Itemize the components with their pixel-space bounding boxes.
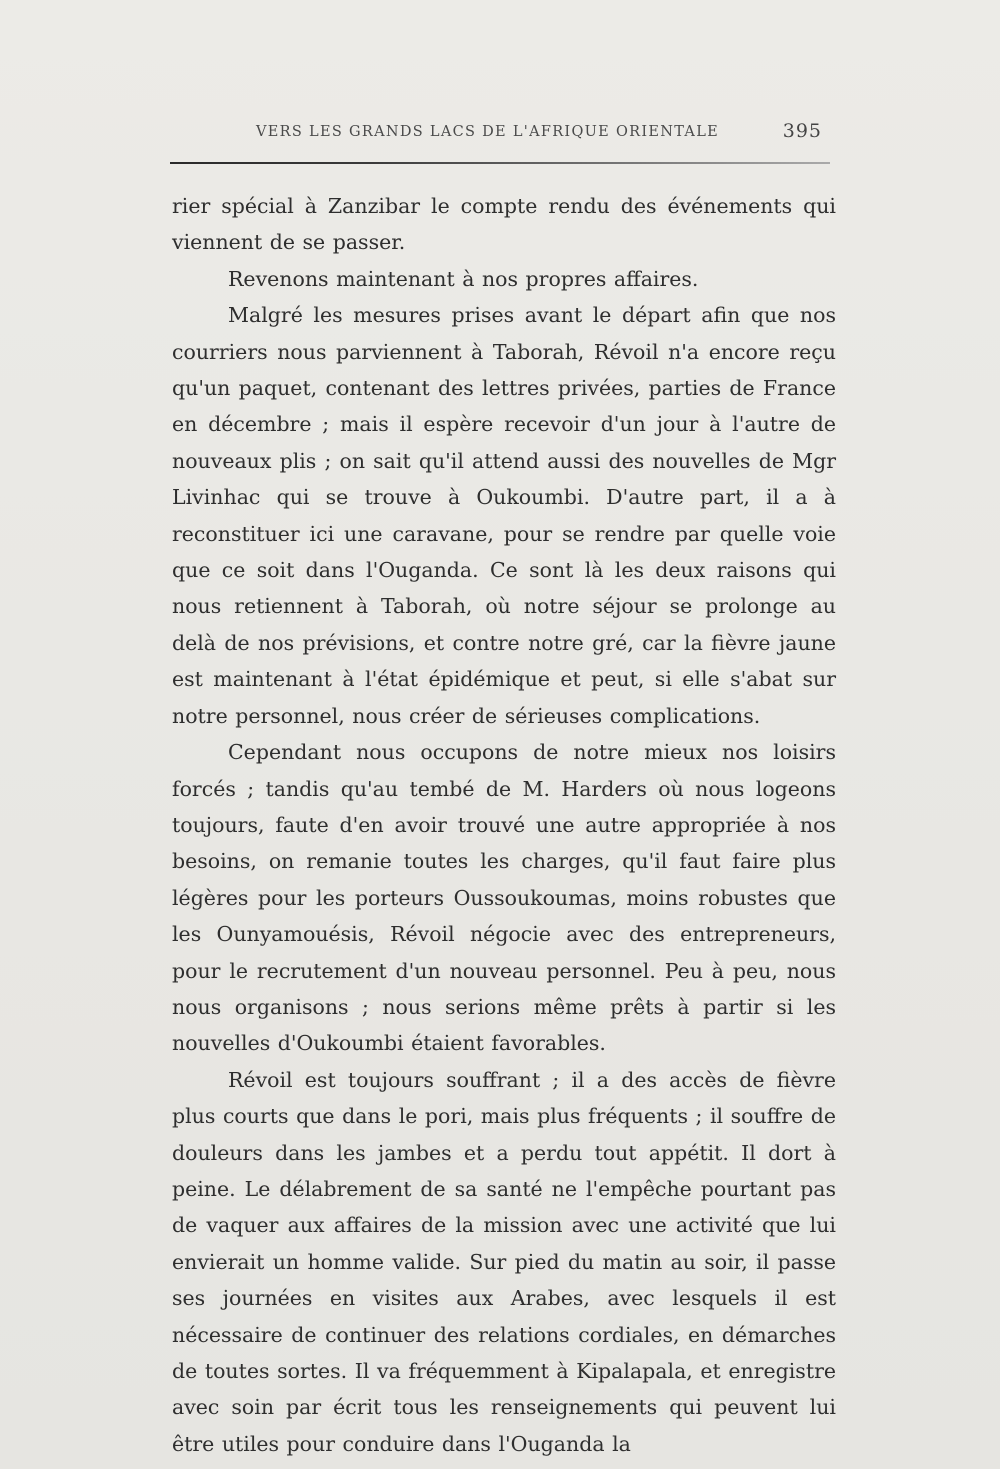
running-head — [170, 118, 830, 148]
header-rule — [170, 162, 830, 164]
running-title: VERS LES GRANDS LACS DE L'AFRIQUE ORIENTALE — [256, 124, 720, 140]
body-text — [172, 188, 836, 1462]
paragraph: Révoil est toujours souffrant ; il a des accès de fièvre plus courts que dans le pori, mais plus fréquents ; il souffre de douleurs dans les jambes et a perdu tout appétit. Il dort à peine. Le délabrement de sa santé ne l'empêche pourtant pas de vaquer aux affaires de la mission avec une activité que lui envierait un homme valide. Sur pied du matin au soir, il passe ses journées en visites aux Arabes, avec lesquels il est nécessaire de continuer des relations cordiales, en démarches de toutes sortes. Il va fréquemment à Kipalapala, et enregistre avec soin par écrit tous les renseignements qui peuvent lui être utiles pour conduire dans l'Ouganda la — [172, 1067, 836, 1456]
paragraph: Malgré les mesures prises avant le départ afin que nos courriers nous parviennent à Taborah, Révoil n'a encore reçu qu'un paquet, contenant des lettres privées, parties de France en décembre ; mais il espère recevoir d'un jour à l'autre de nouveaux plis ; on sait qu'il attend aussi des nouvelles de Mgr Livinhac qui se trouve à Oukoumbi. D'autre part, il a à reconstituer ici une caravane, pour se rendre par quelle voie que ce soit dans l'Ouganda. Ce sont là les deux raisons qui nous retiennent à Taborah, où notre séjour se prolonge au delà de nos prévisions, et contre notre gré, car la fièvre jaune est maintenant à l'état épidémique et peut, si elle s'abat sur notre personnel, nous créer de sérieuses complications. — [172, 303, 836, 728]
paragraph: Cependant nous occupons de notre mieux nos loisirs forcés ; tandis qu'au tembé de M. Harders où nous logeons toujours, faute d'en avoir trouvé une autre appropriée à nos besoins, on remanie toutes les charges, qu'il faut faire plus légères pour les porteurs Oussoukoumas, moins robustes que les Ounyamouésis, Révoil négocie avec des entrepreneurs, pour le recrutement d'un nouveau personnel. Peu à peu, nous nous organisons ; nous serions même prêts à partir si les nouvelles d'Oukoumbi étaient favorables. — [172, 740, 836, 1056]
page-number: 395 — [782, 120, 822, 142]
paragraph: Revenons maintenant à nos propres affaires. — [228, 266, 699, 291]
paragraph-continuation: rier spécial à Zanzibar le compte rendu des événements qui viennent de se passer. — [172, 194, 836, 255]
